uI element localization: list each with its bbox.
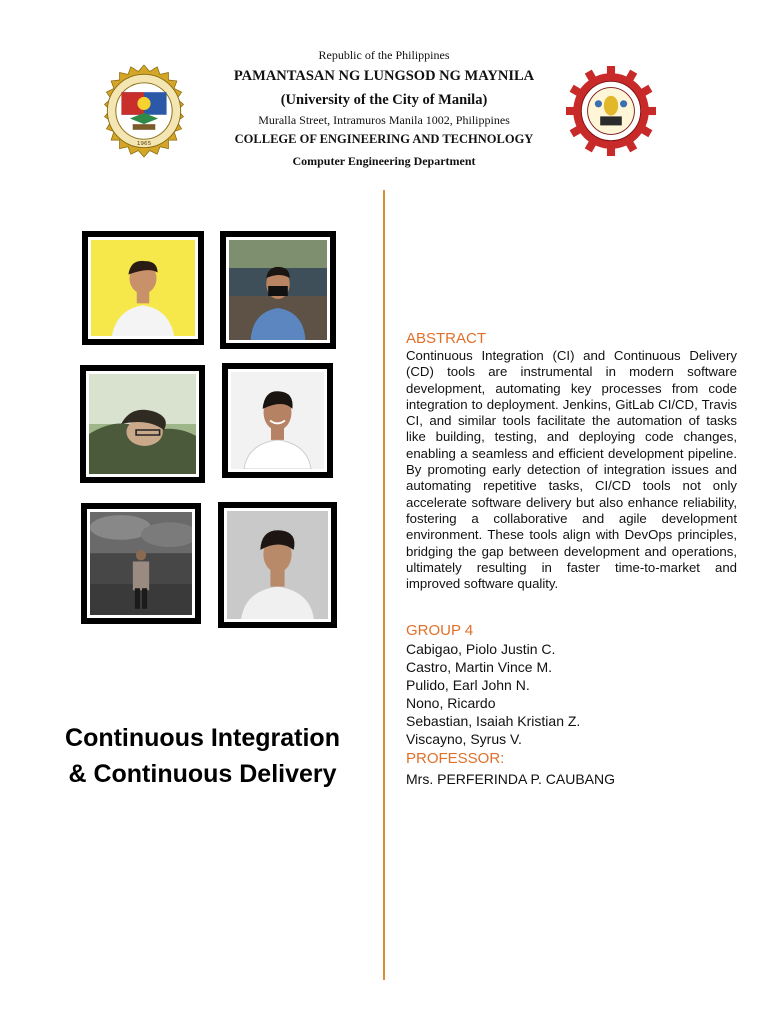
member-photo-4 <box>222 363 333 478</box>
abstract-heading: ABSTRACT <box>406 330 487 347</box>
info-column <box>406 330 737 788</box>
group-member: Castro, Martin Vince M. <box>406 659 553 676</box>
professor-heading: PROFESSOR: <box>406 750 505 768</box>
college-name: COLLEGE OF ENGINEERING AND TECHNOLOGY <box>234 132 534 147</box>
member-photo-5 <box>81 503 201 624</box>
abstract-text: Continuous Integration (CI) and Continuous Delivery (CD) tools are instrumental in modern software development, automating key processes from code integration to deployment. Jenkins, GitLab CI/CD, Travis CI, and similar tools facilitate the automation of tasks like building, testing, and deploying code changes, enabling a seamless and efficient development pipeline. By promoting early detection of integration issues and automating repetitive tasks, CI/CD tools not only accelerate software delivery but also enhance reliability, fostering a collaborative and agile development environment. These tools align with DevOps principles, bridging the gap between development and operations, ultimately resulting in faster time-to-market and improved software quality. <box>406 348 737 592</box>
title-line-1: Continuous Integration <box>65 724 340 752</box>
university-name: PAMANTASAN NG LUNGSOD NG MAYNILA <box>233 68 535 84</box>
group-member: Pulido, Earl John N. <box>406 677 530 694</box>
plm-university-seal-icon <box>97 64 191 158</box>
member-photo-3 <box>80 365 205 483</box>
group-member: Sebastian, Isaiah Kristian Z. <box>406 713 581 730</box>
vertical-divider <box>383 190 385 980</box>
member-photo-2 <box>220 231 336 349</box>
republic-text: Republic of the Philippines <box>318 48 450 62</box>
department-name: Computer Engineering Department <box>292 153 476 168</box>
group-member: Nono, Ricardo <box>406 695 496 712</box>
university-address: Muralla Street, Intramuros Manila 1002, Philippines <box>258 113 510 128</box>
member-photo-6 <box>218 502 337 628</box>
group-member-list <box>406 640 737 748</box>
group-member: Cabigao, Piolo Justin C. <box>406 641 556 658</box>
member-photo-1 <box>82 231 204 345</box>
university-english-name: (University of the City of Manila) <box>280 92 488 109</box>
group-member: Viscayno, Syrus V. <box>406 731 522 748</box>
group-heading: GROUP 4 <box>406 622 474 640</box>
college-engineering-seal-icon <box>566 66 656 156</box>
seal-year-text: 1965 <box>136 140 152 147</box>
document-title <box>30 720 375 792</box>
professor-name: Mrs. PERFERINDA P. CAUBANG <box>406 771 616 788</box>
title-line-2: & Continuous Delivery <box>68 760 337 788</box>
